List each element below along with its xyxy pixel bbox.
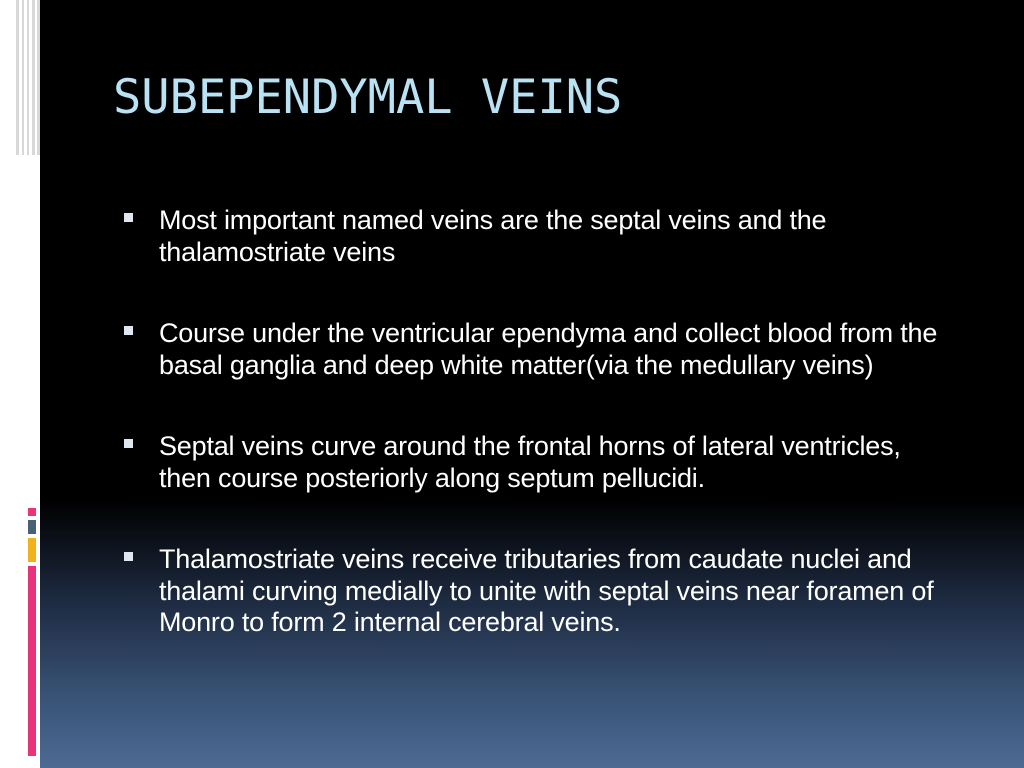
left-decorative-strip xyxy=(0,0,40,768)
bullet-item xyxy=(120,205,950,268)
decorative-line xyxy=(27,0,29,155)
bullet-text: Most important named veins are the septal veins and the thalamostriate veins xyxy=(159,205,827,267)
bullet-list xyxy=(120,205,950,689)
decorative-lines xyxy=(14,0,40,160)
decorative-line xyxy=(32,0,35,155)
bullet-text: Course under the ventricular ependyma and collect blood from the basal ganglia and deep white matter(via the medullary veins) xyxy=(159,318,938,380)
accent-gray xyxy=(28,520,36,534)
decorative-line xyxy=(22,0,24,155)
bullet-item xyxy=(120,318,950,381)
bullet-item xyxy=(120,431,950,494)
square-bullet-icon xyxy=(124,213,133,222)
square-bullet-icon xyxy=(124,326,133,335)
bullet-text: Thalamostriate veins receive tributaries from caudate nuclei and thalami curving medially to unite with septal veins near foramen of Monro to form 2 internal cerebral veins. xyxy=(159,544,934,637)
slide-title: SUBEPENDYMAL VEINS xyxy=(113,70,623,125)
square-bullet-icon xyxy=(124,552,133,561)
accent-pink-bar xyxy=(28,566,36,756)
bullet-text: Septal veins curve around the frontal horns of lateral ventricles, then course posteriorly along septum pellucidi. xyxy=(159,431,901,493)
accent-pink-small xyxy=(28,508,36,516)
accent-yellow xyxy=(28,538,36,562)
decorative-line xyxy=(16,0,19,155)
bullet-item xyxy=(120,544,950,639)
square-bullet-icon xyxy=(124,439,133,448)
decorative-line xyxy=(37,0,40,155)
